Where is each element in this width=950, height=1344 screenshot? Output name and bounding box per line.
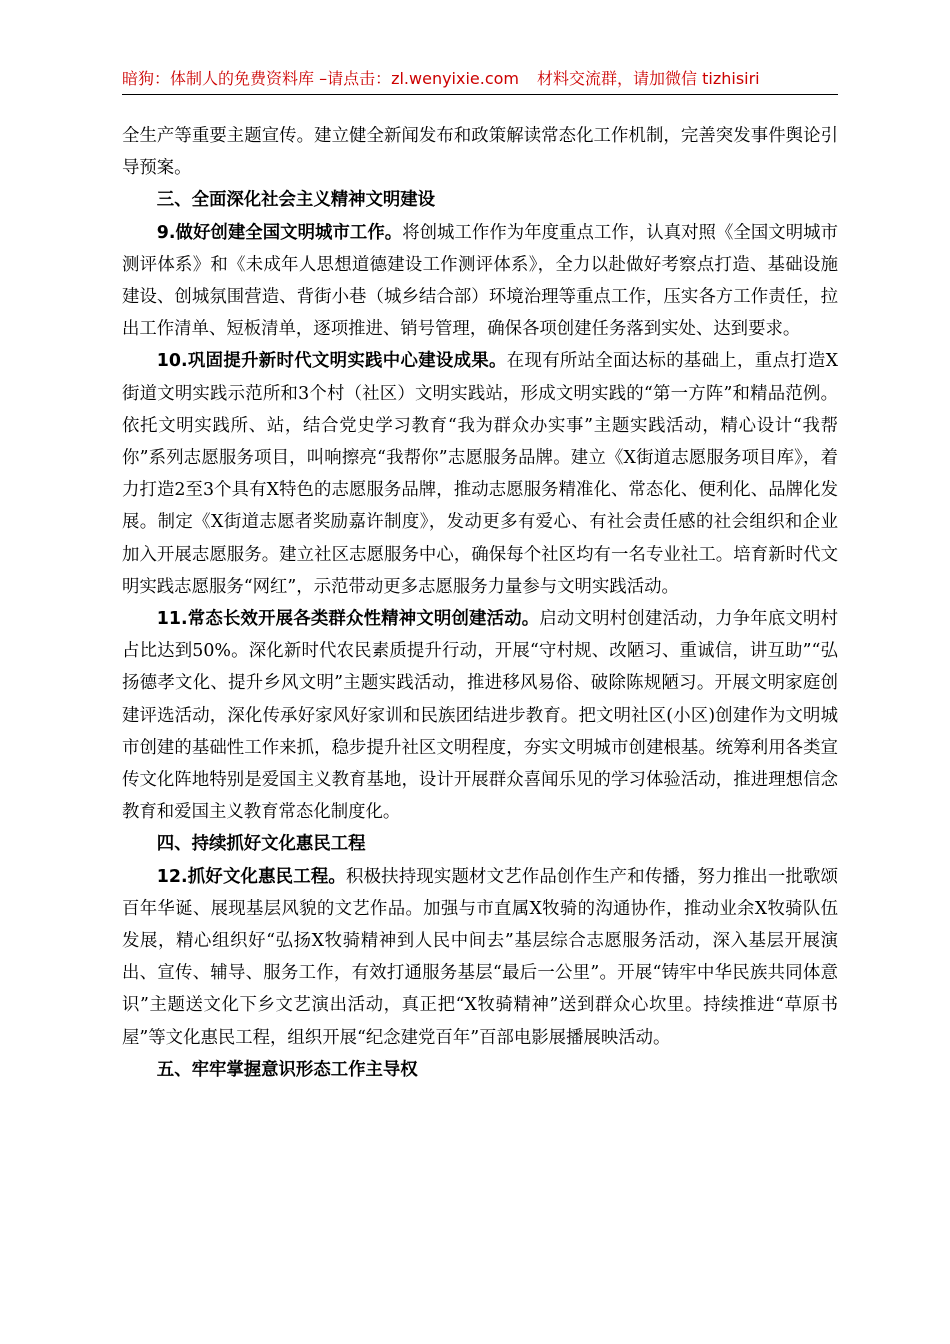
item-12-text: 积极扶持现实题材文艺作品创作生产和传播，努力推出一批歌颂百年华诞、展现基层风貌的文艺作品。加强与市直属X牧骑的沟通协作，推动业余X牧骑队伍发展，精心组织好“弘扬X牧骑精神到人民中间去”基层综合志愿服务活动，深入基层开展演出、宣传、辅导、服务工作，有效打通服务基层“最后一公里”。开展“铸牢中华民族共同体意识”主题送文化下乡文艺演出活动，真正把“X牧骑精神”送到群众心坎里。持续推进“草原书屋”等文化惠民工程，组织开展“纪念建党百年”百部电影展播展映活动。 (122, 866, 838, 1048)
section-heading-3: 三、全面深化社会主义精神文明建设 (156, 190, 436, 211)
item-10-text: 在现有所站全面达标的基础上，重点打造X街道文明实践示范所和3个村（社区）文明实践站，形成文明实践的“第一方阵”和精品范例。依托文明实践所、站，结合党史学习教育“我为群众办实事”主题实践活动，精心设计“我帮你”系列志愿服务项目，叫响擦亮“我帮你”志愿服务品牌。建立《X街道志愿服务项目库》，着力打造2至3个具有X特色的志愿服务品牌，推动志愿服务精准化、常态化、便利化、品牌化发展。制定《X街道志愿者奖励嘉许制度》，发动更多有爱心、有社会责任感的社会组织和企业加入开展志愿服务。建立社区志愿服务中心，确保每个社区均有一名专业社工。培育新时代文明实践志愿服务“网红”，示范带动更多志愿服务力量参与文明实践活动。 (122, 351, 839, 597)
paragraph-item-11 (122, 603, 838, 828)
header-site-link[interactable]: 暗狗：体制人的免费资料库 –请点击：zl.wenyixie.com (122, 69, 520, 88)
item-9-lead: 9.做好创建全国文明城市工作。 (156, 222, 403, 243)
paragraph-item-10 (122, 345, 838, 603)
section-heading-4: 四、持续抓好文化惠民工程 (156, 834, 366, 855)
header-wechat-note: 材料交流群，请加微信 tizhisiri (537, 69, 760, 88)
item-9-text: 将创城工作作为年度重点工作，认真对照《全国文明城市测评体系》和《未成年人思想道德建设工作测评体系》，全力以赴做好考察点打造、基础设施建设、创城氛围营造、背街小巷（城乡结合部）环境治理等重点工作，压实各方工作责任，拉出工作清单、短板清单，逐项推进、销号管理，确保各项创建任务落到实处、达到要求。 (122, 222, 838, 340)
paragraph-item-9 (122, 217, 838, 346)
item-11-lead: 11.常态长效开展各类群众性精神文明创建活动。 (156, 609, 540, 630)
page-header (122, 66, 838, 95)
paragraph-item-12 (122, 861, 838, 1054)
document-body (122, 120, 838, 1086)
item-11-text: 启动文明村创建活动，力争年底文明村占比达到50%。深化新时代农民素质提升行动，开展“守村规、改陋习、重诚信，讲互助”“弘扬德孝文化、提升乡风文明”主题实践活动，推进移风易俗、破除陈规陋习。开展文明家庭创建评选活动，深化传承好家风好家训和民族团结进步教育。把文明社区(小区)创建作为文明城市创建的基础性工作来抓，稳步提升社区文明程度，夯实文明城市创建根基。统筹利用各类宣传文化阵地特别是爱国主义教育基地，设计开展群众喜闻乐见的学习体验活动，推进理想信念教育和爱国主义教育常态化制度化。 (122, 609, 838, 823)
item-10-lead: 10.巩固提升新时代文明实践中心建设成果。 (156, 351, 507, 372)
paragraph-continued: 全生产等重要主题宣传。建立健全新闻发布和政策解读常态化工作机制，完善突发事件舆论引导预案。 (122, 126, 838, 179)
item-12-lead: 12.抓好文化惠民工程。 (156, 866, 346, 887)
section-heading-5: 五、牢牢掌握意识形态工作主导权 (156, 1059, 418, 1080)
